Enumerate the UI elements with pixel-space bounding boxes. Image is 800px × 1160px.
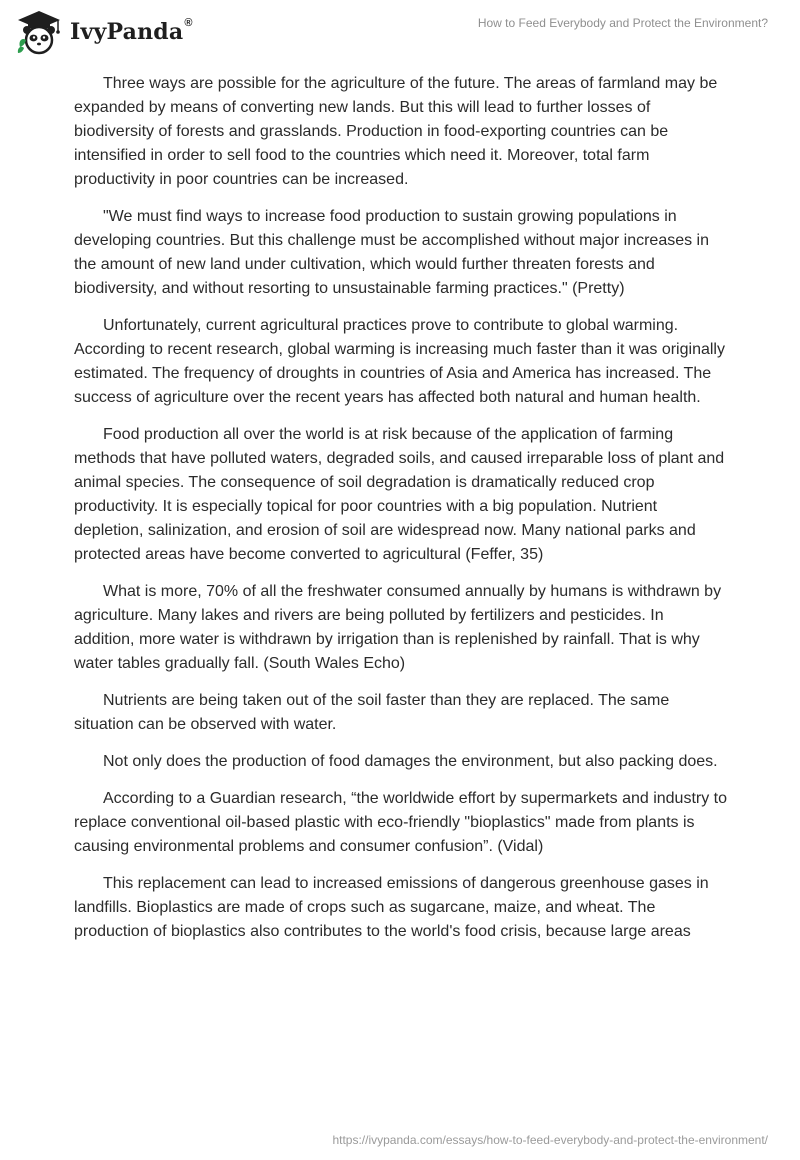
essay-paragraph: Three ways are possible for the agriculture of the future. The areas of farmland may be expanded by means of converting new lands. But this will lead to further losses of biodiversity of forests and grasslands. Production in food-exporting countries can be intensified in order to sell food to the countries which need it. Moreover, total farm productivity in poor countries can be increased. <box>74 75 718 188</box>
panda-graduate-icon <box>14 7 64 57</box>
essay-paragraph: "We must find ways to increase food production to sustain growing populations in developing countries. But this challenge must be accomplished without major increases in the amount of new land under cultivation, which would further threaten forests and biodiversity, and without resorting to unsustainable farming practices." (Pretty) <box>74 208 710 297</box>
essay-paragraph: What is more, 70% of all the freshwater consumed annually by humans is withdrawn by agriculture. Many lakes and rivers are being polluted by fertilizers and pesticides. In addition, more water is withdrawn by irrigation than is replenished by rainfall. That is why water tables gradually fall. (South Wales Echo) <box>74 583 722 672</box>
essay-body <box>74 72 728 957</box>
essay-paragraph: Unfortunately, current agricultural practices prove to contribute to global warming. According to recent research, global warming is increasing much faster than it was originally estimated. The frequency of droughts in countries of Asia and America has increased. The success of agriculture over the recent years has affected both natural and human health. <box>74 317 725 406</box>
brand-logo[interactable] <box>14 6 193 58</box>
essay-paragraph: According to a Guardian research, “the worldwide effort by supermarkets and industry to replace conventional oil-based plastic with eco-friendly "bioplastics" made from plants is causing environmental problems and consumer confusion”. (Vidal) <box>74 790 728 855</box>
essay-paragraph: Not only does the production of food damages the environment, but also packing does. <box>103 753 718 770</box>
essay-paragraph: This replacement can lead to increased emissions of dangerous greenhouse gases in landfills. Bioplastics are made of crops such as sugarcane, maize, and wheat. The production of bioplastics also contributes to the world's food crisis, because large areas <box>74 875 709 940</box>
brand-registered-mark: ® <box>184 17 193 29</box>
page-header <box>0 0 800 64</box>
brand-name: IvyPanda® <box>70 17 193 45</box>
essay-paragraph: Food production all over the world is at risk because of the application of farming methods that have polluted waters, degraded soils, and caused irreparable loss of plant and animal species. The consequence of soil degradation is dramatically reduced crop productivity. It is especially topical for poor countries with a big population. Nutrient depletion, salinization, and erosion of soil are widespread now. Many national parks and protected areas have become converted to agricultural (Feffer, 35) <box>74 426 725 563</box>
source-url[interactable]: https://ivypanda.com/essays/how-to-feed-everybody-and-protect-the-environment/ <box>332 1133 768 1147</box>
essay-paragraph: Nutrients are being taken out of the soil faster than they are replaced. The same situation can be observed with water. <box>74 692 670 733</box>
document-title: How to Feed Everybody and Protect the Environment? <box>477 16 768 30</box>
